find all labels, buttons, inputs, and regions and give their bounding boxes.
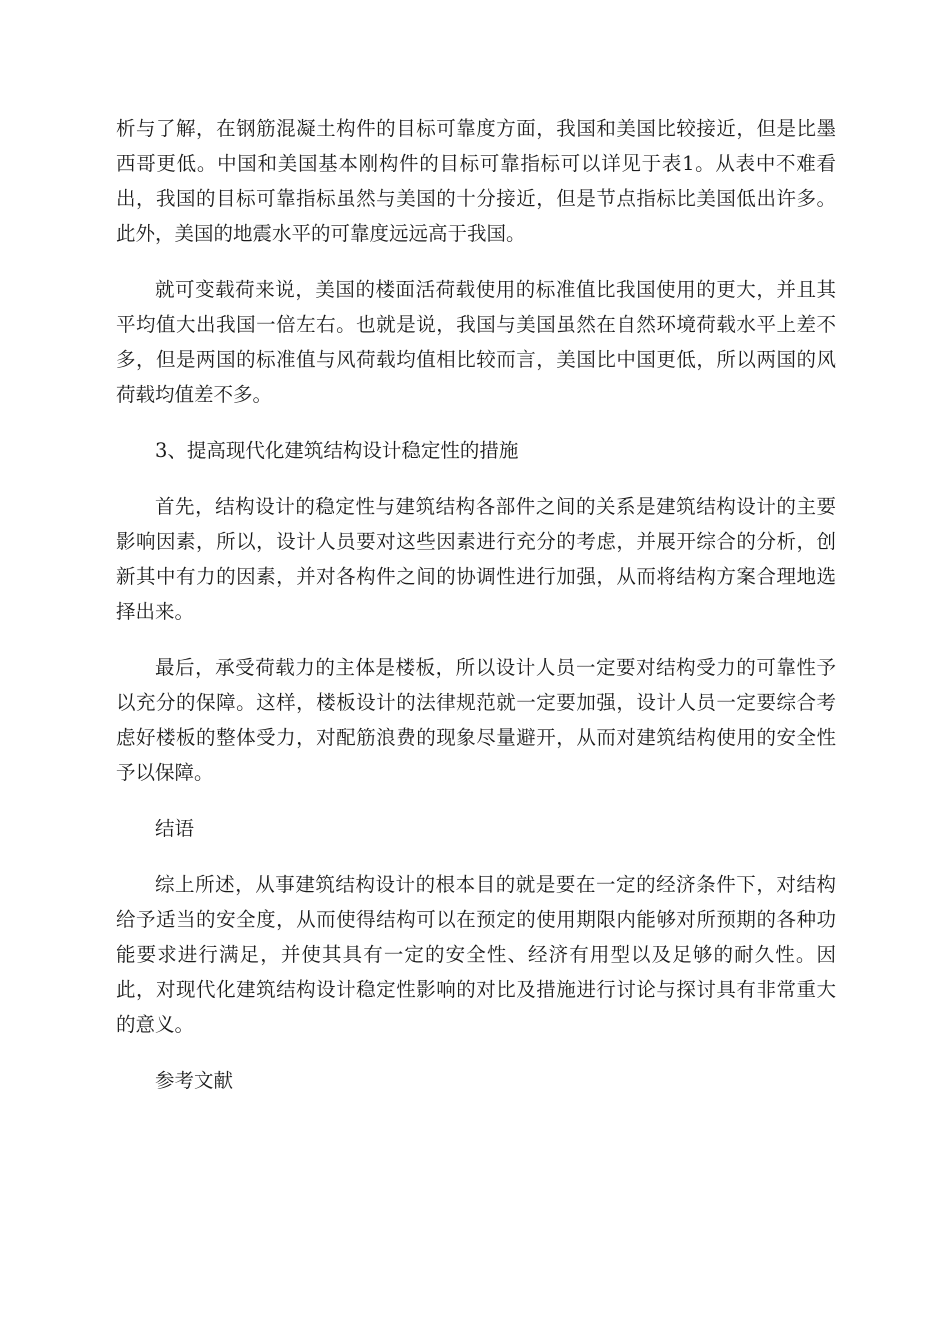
paragraph-variable-load: 就可变载荷来说，美国的楼面活荷载使用的标准值比我国使用的更大，并且其平均值大出我国一倍左右。也就是说，我国与美国虽然在自然环境荷载水平上差不多，但是两国的标准值与风荷载均值相比较而言，美国比中国更低，所以两国的风荷载均值差不多。 bbox=[116, 278, 836, 406]
paragraph-first-measure: 首先，结构设计的稳定性与建筑结构各部件之间的关系是建筑结构设计的主要影响因素，所以，设计人员要对这些因素进行充分的考虑，并展开综合的分析，创新其中有力的因素，并对各构件之间的协调性进行加强，从而将结构方案合理地选择出来。 bbox=[116, 495, 836, 623]
paragraph-reliability-comparison: 析与了解，在钢筋混凝土构件的目标可靠度方面，我国和美国比较接近，但是比墨西哥更低。中国和美国基本刚构件的目标可靠指标可以详见于表1。从表中不难看出，我国的目标可靠指标虽然与美国的十分接近，但是节点指标比美国低出许多。此外，美国的地震水平的可靠度远远高于我国。 bbox=[116, 117, 836, 245]
section-heading-conclusion: 结语 bbox=[155, 817, 195, 840]
section-heading-measures: 3、提高现代化建筑结构设计稳定性的措施 bbox=[155, 439, 519, 462]
section-heading-references: 参考文献 bbox=[155, 1069, 234, 1092]
paragraph-last-measure: 最后，承受荷载力的主体是楼板，所以设计人员一定要对结构受力的可靠性予以充分的保障。这样，楼板设计的法律规范就一定要加强，设计人员一定要综合考虑好楼板的整体受力，对配筋浪费的现象尽量避开，从而对建筑结构使用的安全性予以保障。 bbox=[116, 656, 836, 784]
paragraph-conclusion: 综上所述，从事建筑结构设计的根本目的就是要在一定的经济条件下，对结构给予适当的安全度，从而使得结构可以在预定的使用期限内能够对所预期的各种功能要求进行满足，并使其具有一定的安全性、经济有用型以及足够的耐久性。因此，对现代化建筑结构设计稳定性影响的对比及措施进行讨论与探讨具有非常重大的意义。 bbox=[116, 873, 836, 1036]
document-page bbox=[116, 111, 836, 1119]
